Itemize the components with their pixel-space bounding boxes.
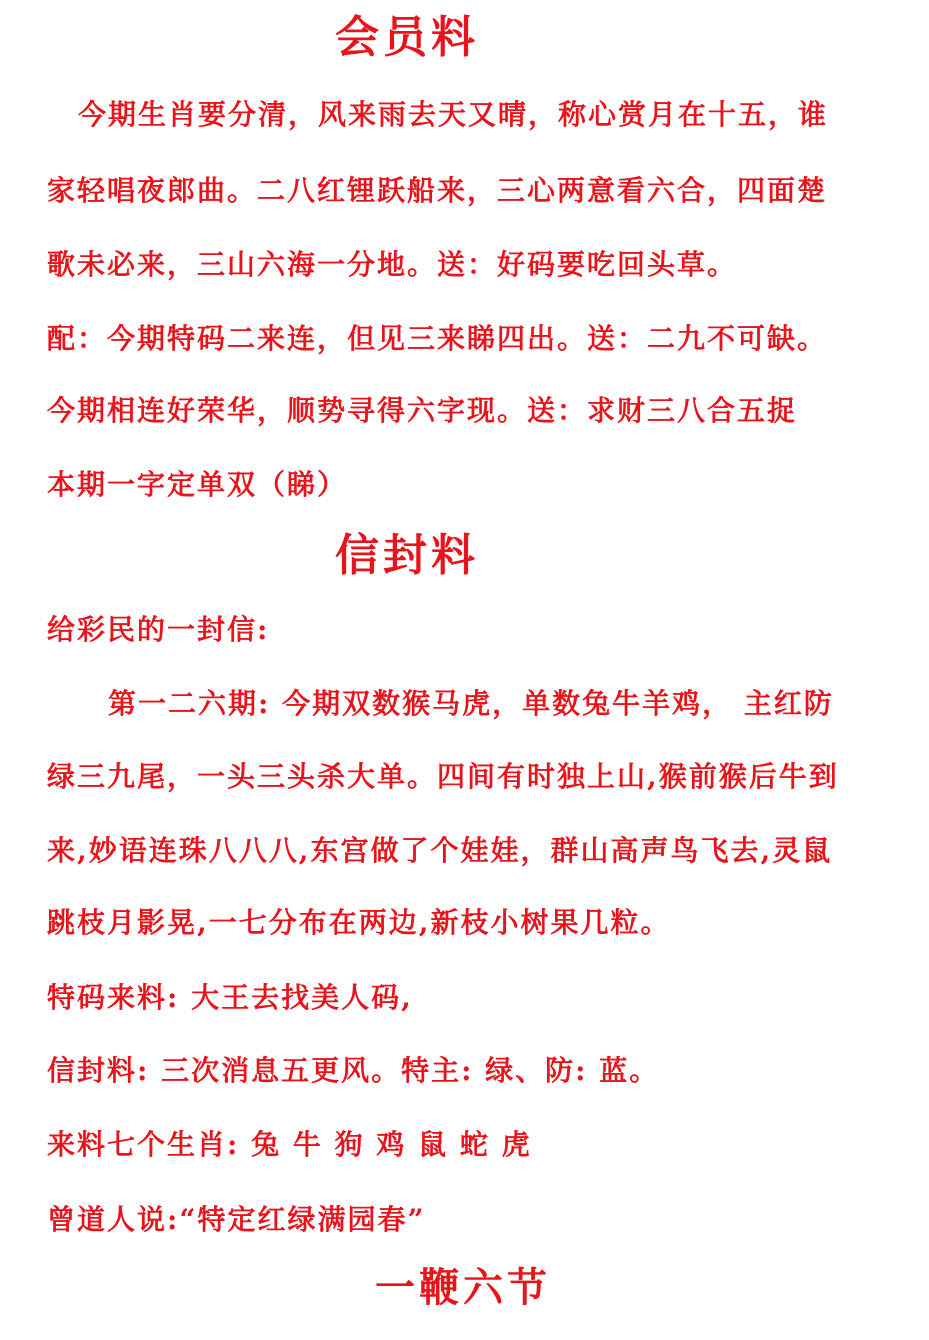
envelope-line-1: 第一二六期: 今期双数猴马虎，单数兔牛羊鸡， 主红防 bbox=[108, 687, 834, 720]
section-title-envelope: 信封料 bbox=[335, 530, 479, 581]
envelope-line-5: 特码来料: 大王去找美人码, bbox=[47, 981, 413, 1014]
member-line-4: 配：今期特码二来连，但见三来睇四出。送：二九不可缺。 bbox=[47, 322, 828, 355]
envelope-line-6: 信封料: 三次消息五更风。特主: 绿、防: 蓝。 bbox=[47, 1054, 660, 1087]
envelope-line-7: 来料七个生肖: 兔 牛 狗 鸡 鼠 蛇 虎 bbox=[47, 1128, 532, 1161]
member-line-6: 本期一字定单双（睇） bbox=[47, 468, 348, 501]
member-line-5: 今期相连好荣华，顺势寻得六字现。送：求财三八合五捉 bbox=[47, 394, 798, 427]
member-line-3: 歌未必来，三山六海一分地。送：好码要吃回头草。 bbox=[47, 248, 738, 281]
envelope-line-3: 来,妙语连珠八八八,东宫做了个娃娃，群山高声鸟飞去,灵鼠 bbox=[47, 834, 833, 867]
envelope-greeting: 给彩民的一封信: bbox=[47, 613, 270, 646]
member-line-2: 家轻唱夜郎曲。二八红锂跃船来，三心两意看六合，四面楚 bbox=[47, 174, 828, 207]
member-line-1: 今期生肖要分清，风来雨去天又晴，称心赏月在十五，谁 bbox=[78, 98, 829, 131]
envelope-line-4: 跳枝月影晃,一七分布在两边,新枝小树果几粒。 bbox=[47, 906, 671, 939]
section-title-whip: 一鞭六节 bbox=[375, 1264, 551, 1311]
section-title-member: 会员料 bbox=[335, 12, 479, 63]
envelope-line-8: 曾道人说:“特定红绿满园春” bbox=[47, 1203, 426, 1236]
envelope-line-2: 绿三九尾，一头三头杀大单。四间有时独上山,猴前猴后牛到 bbox=[47, 760, 839, 793]
